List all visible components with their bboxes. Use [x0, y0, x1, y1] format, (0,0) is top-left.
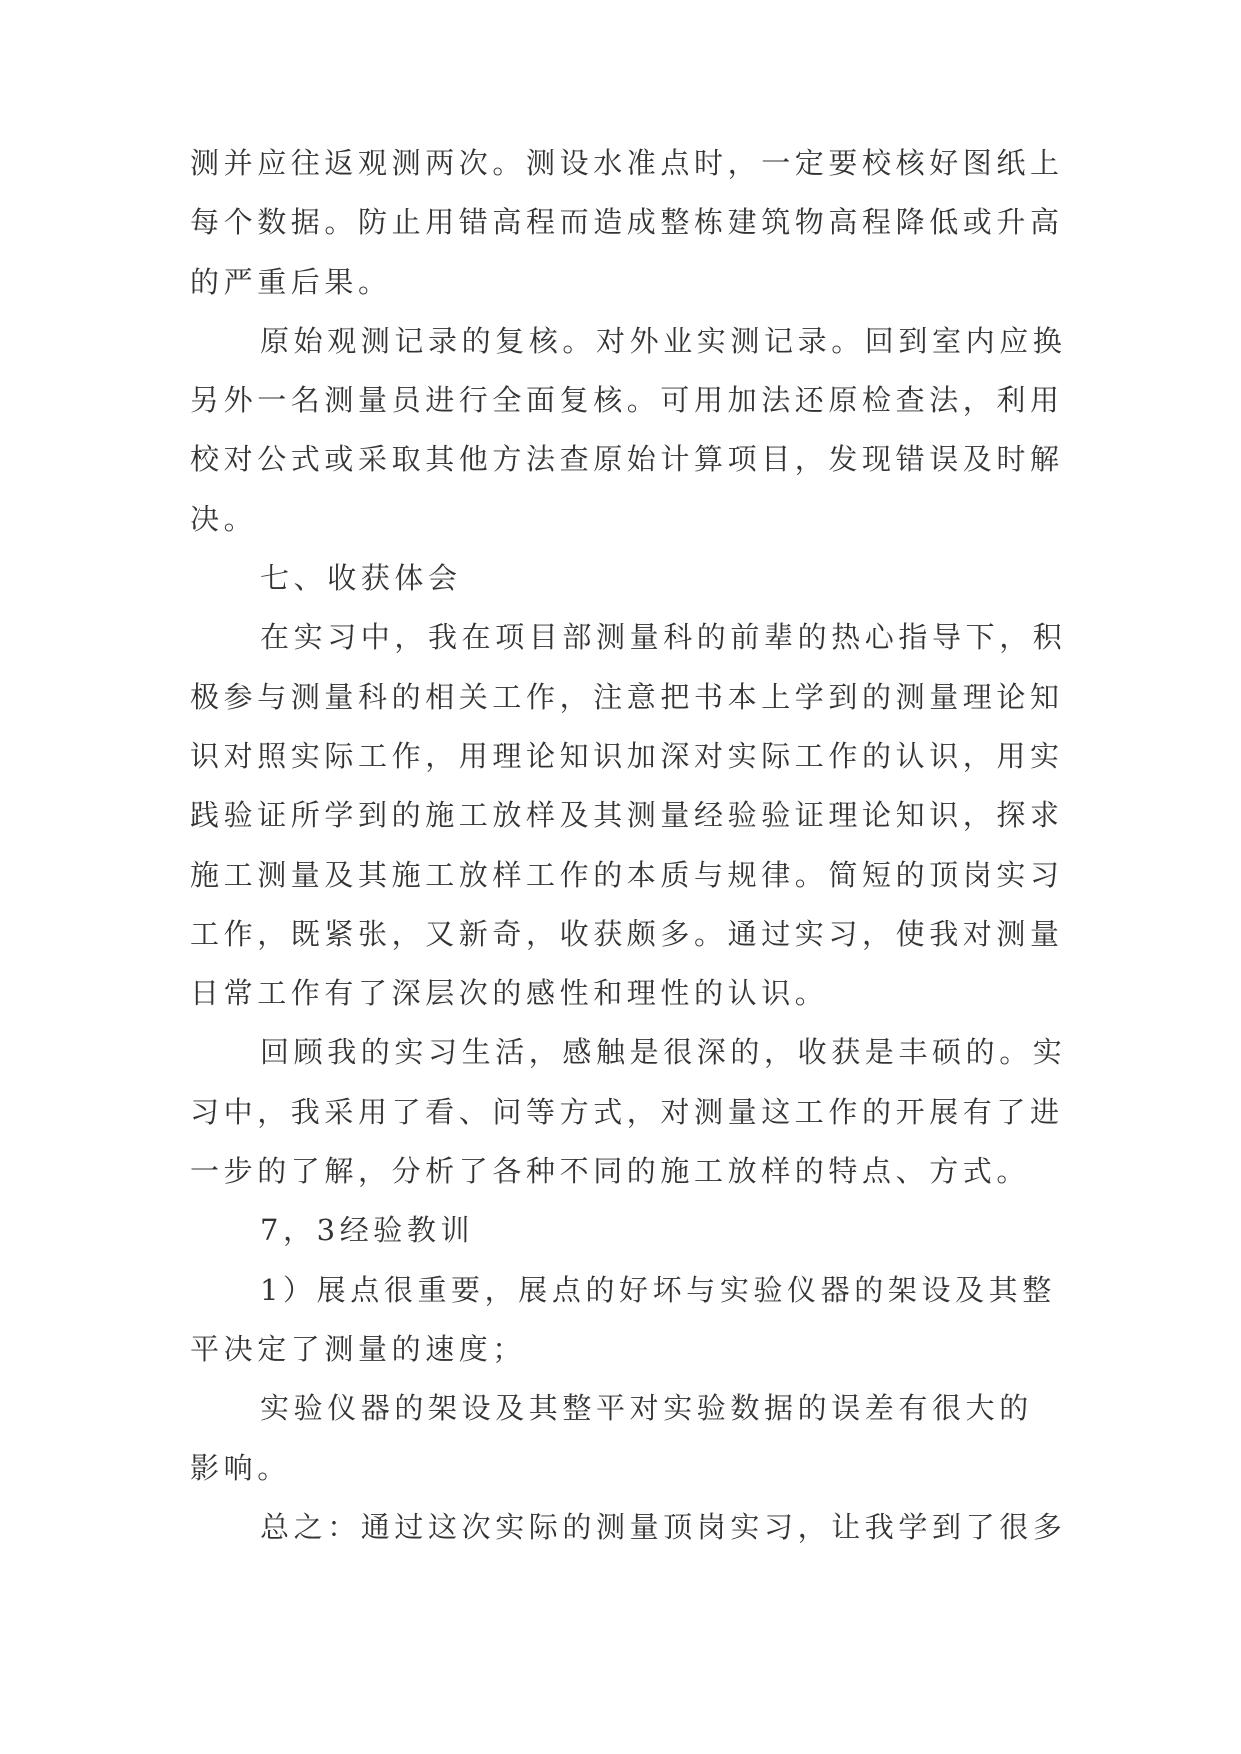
- text-line: 平决定了测量的速度；: [190, 1331, 527, 1366]
- text-line: 施工测量及其施工放样工作的本质与规律。简短的顶岗实习: [190, 857, 1064, 892]
- section-heading: 七、收获体会: [260, 561, 462, 596]
- text-line: 习中，我采用了看、问等方式，对测量这工作的开展有了进: [190, 1094, 1064, 1129]
- text-line: 一步的了解，分析了各种不同的施工放样的特点、方式。: [190, 1154, 1031, 1189]
- text-line: 决。: [190, 501, 258, 536]
- text-line: 影响。: [190, 1450, 291, 1485]
- text-line: 日常工作有了深层次的感性和理性的认识。: [190, 976, 829, 1011]
- text-line: 每个数据。防止用错高程而造成整栋建筑物高程降低或升高: [190, 205, 1064, 240]
- text-line: 践验证所学到的施工放样及其测量经验验证理论知识，探求: [190, 798, 1064, 833]
- paragraph-start: 回顾我的实习生活，感触是很深的，收获是丰硕的。实: [260, 1035, 1067, 1070]
- paragraph-start: 总之：通过这次实际的测量顶岗实习，让我学到了很多: [260, 1509, 1067, 1544]
- paragraph-start: 在实习中，我在项目部测量科的前辈的热心指导下，积: [260, 620, 1067, 655]
- text-line: 的严重后果。: [190, 264, 392, 299]
- text-line: 工作，既紧张，又新奇，收获颇多。通过实习，使我对测量: [190, 916, 1064, 951]
- text-line: 测并应往返观测两次。测设水准点时，一定要校核好图纸上: [190, 146, 1064, 180]
- text-line: 另外一名测量员进行全面复核。可用加法还原检查法，利用: [190, 383, 1064, 418]
- text-line: 校对公式或采取其他方法查原始计算项目，发现错误及时解: [190, 442, 1064, 477]
- paragraph-start: 原始观测记录的复核。对外业实测记录。回到室内应换: [260, 323, 1067, 358]
- paragraph-start: 1）展点很重要，展点的好坏与实验仪器的架设及其整: [260, 1272, 1056, 1307]
- document-body: [190, 134, 1067, 1557]
- paragraph-start: 实验仪器的架设及其整平对实验数据的误差有很大的: [260, 1391, 1033, 1426]
- text-line: 识对照实际工作，用理论知识加深对实际工作的认识，用实: [190, 738, 1064, 773]
- section-heading: 7，3经验教训: [260, 1213, 475, 1248]
- text-line: 极参与测量科的相关工作，注意把书本上学到的测量理论知: [190, 679, 1064, 714]
